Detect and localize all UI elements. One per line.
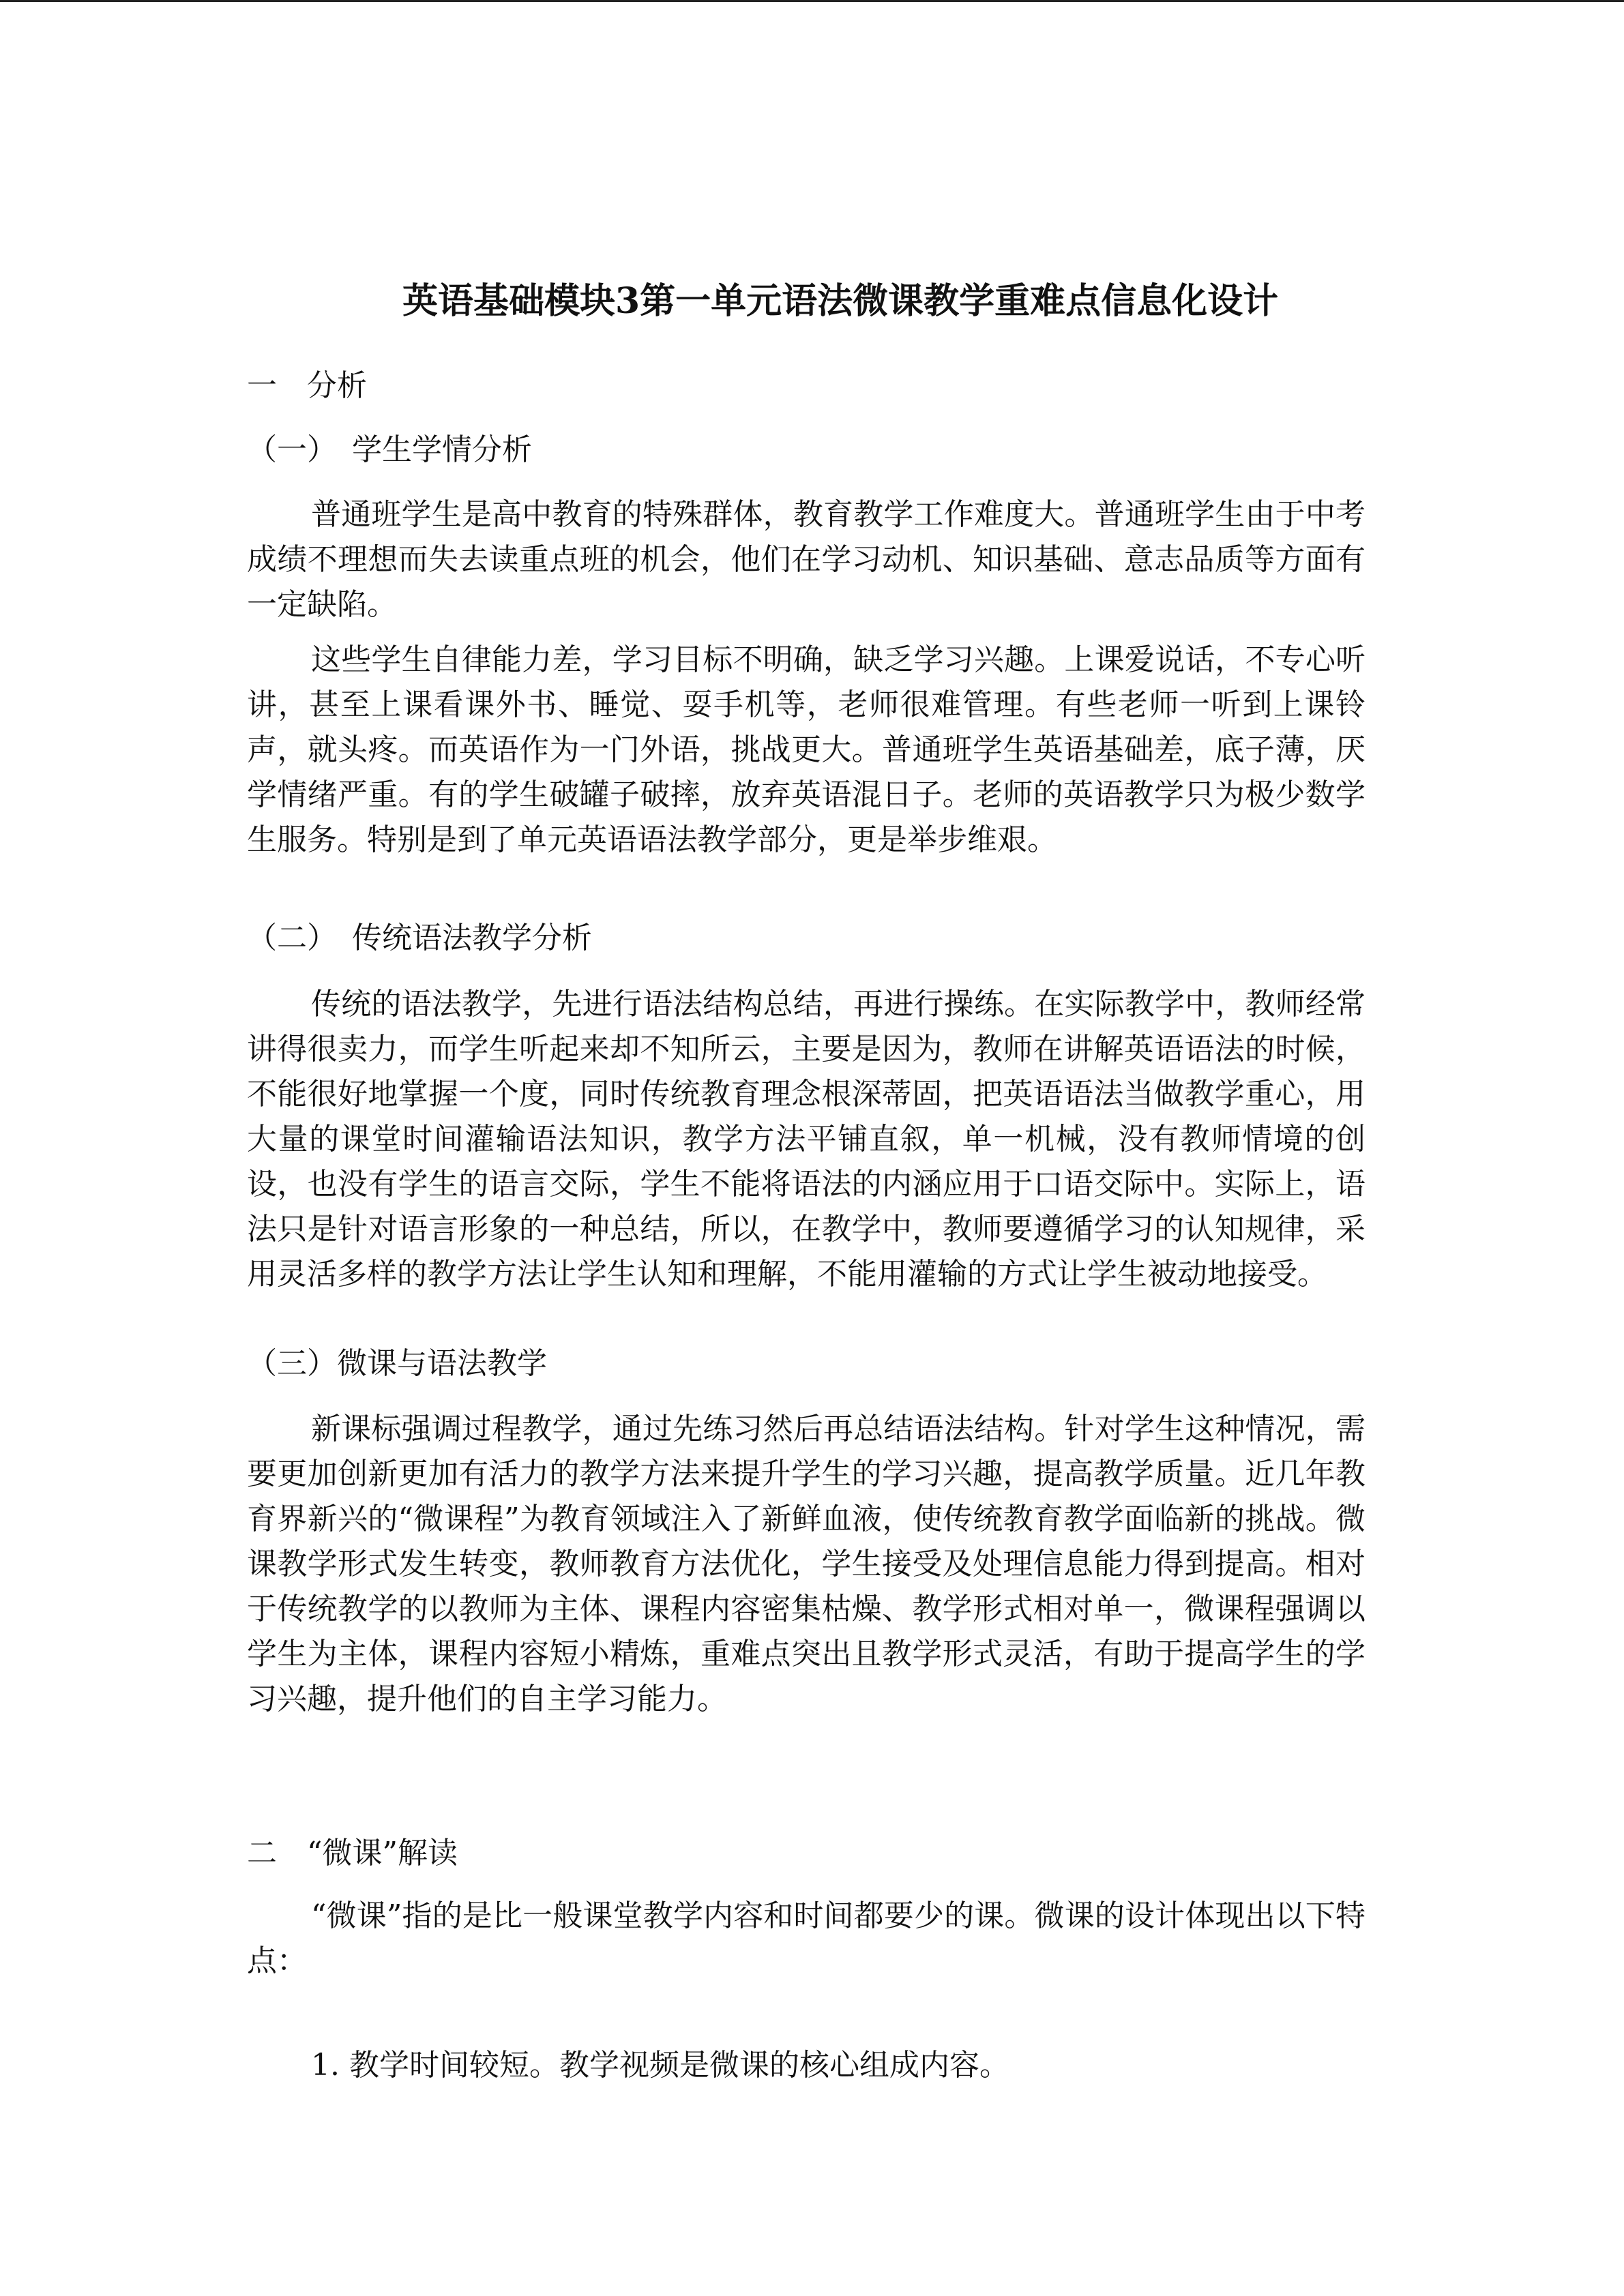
subsection-3-paragraph-1: 新课标强调过程教学，通过先练习然后再总结语法结构。针对学生这种情况，需要更加创新更加有活力的教学方法来提升学生的学习兴趣，提高教学质量。近几年教育界新兴的“微课程”为教育领域注入了新鲜血液，使传统教育教学面临新的挑战。微课教学形式发生转变，教师教育方法优化，学生接受及处理信息能力得到提高。相对于传统教学的以教师为主体、课程内容密集枯燥、教学形式相对单一，微课程强调以学生为主体，课程内容短小精炼，重难点突出且教学形式灵活，有助于提高学生的学习兴趣，提升他们的自主学习能力。 xyxy=(247,1412,1365,1716)
subsection-1-paragraph-1: 普通班学生是高中教育的特殊群体，教育教学工作难度大。普通班学生由于中考成绩不理想而失去读重点班的机会，他们在学习动机、知识基础、意志品质等方面有一定缺陷。 xyxy=(247,497,1365,622)
subsection-1-paragraph-2: 这些学生自律能力差，学习目标不明确，缺乏学习兴趣。上课爱说话，不专心听讲，甚至上课看课外书、睡觉、耍手机等，老师很难管理。有些老师一听到上课铃声，就头疼。而英语作为一门外语，挑战更大。普通班学生英语基础差，底子薄，厌学情绪严重。有的学生破罐子破摔，放弃英语混日子。老师的英语教学只为极少数学生服务。特别是到了单元英语语法教学部分，更是举步维艰。 xyxy=(247,642,1365,857)
subsection-2-heading: （二） 传统语法教学分析 xyxy=(247,921,592,955)
subsection-2-paragraph-1: 传统的语法教学，先进行语法结构总结，再进行操练。在实际教学中，教师经常讲得很卖力，而学生听起来却不知所云，主要是因为，教师在讲解英语语法的时候，不能很好地掌握一个度，同时传统教育理念根深蒂固，把英语语法当做教学重心，用大量的课堂时间灌输语法知识，教学方法平铺直叙，单一机械，没有教师情境的创设，也没有学生的语言交际，学生不能将语法的内涵应用于口语交际中。实际上，语法只是针对语言形象的一种总结，所以，在教学中，教师要遵循学习的认知规律，采用灵活多样的教学方法让学生认知和理解，不能用灌输的方式让学生被动地接受。 xyxy=(247,987,1365,1292)
feature-item-1: 1. 教学时间较短。教学视频是微课的核心组成内容。 xyxy=(311,2048,1009,2083)
subsection-3-heading: （三）微课与语法教学 xyxy=(247,1346,547,1381)
subsection-1-heading: （一） 学生学情分析 xyxy=(247,432,532,467)
section-2-intro: “微课”指的是比一般课堂教学内容和时间都要少的课。微课的设计体现出以下特点： xyxy=(247,1898,1365,1978)
section-2-heading: 二 “微课”解读 xyxy=(247,1836,458,1870)
section-1-heading: 一 分析 xyxy=(247,368,367,403)
document-title: 英语基础模块3第一单元语法微课教学重难点信息化设计 xyxy=(402,280,1279,322)
